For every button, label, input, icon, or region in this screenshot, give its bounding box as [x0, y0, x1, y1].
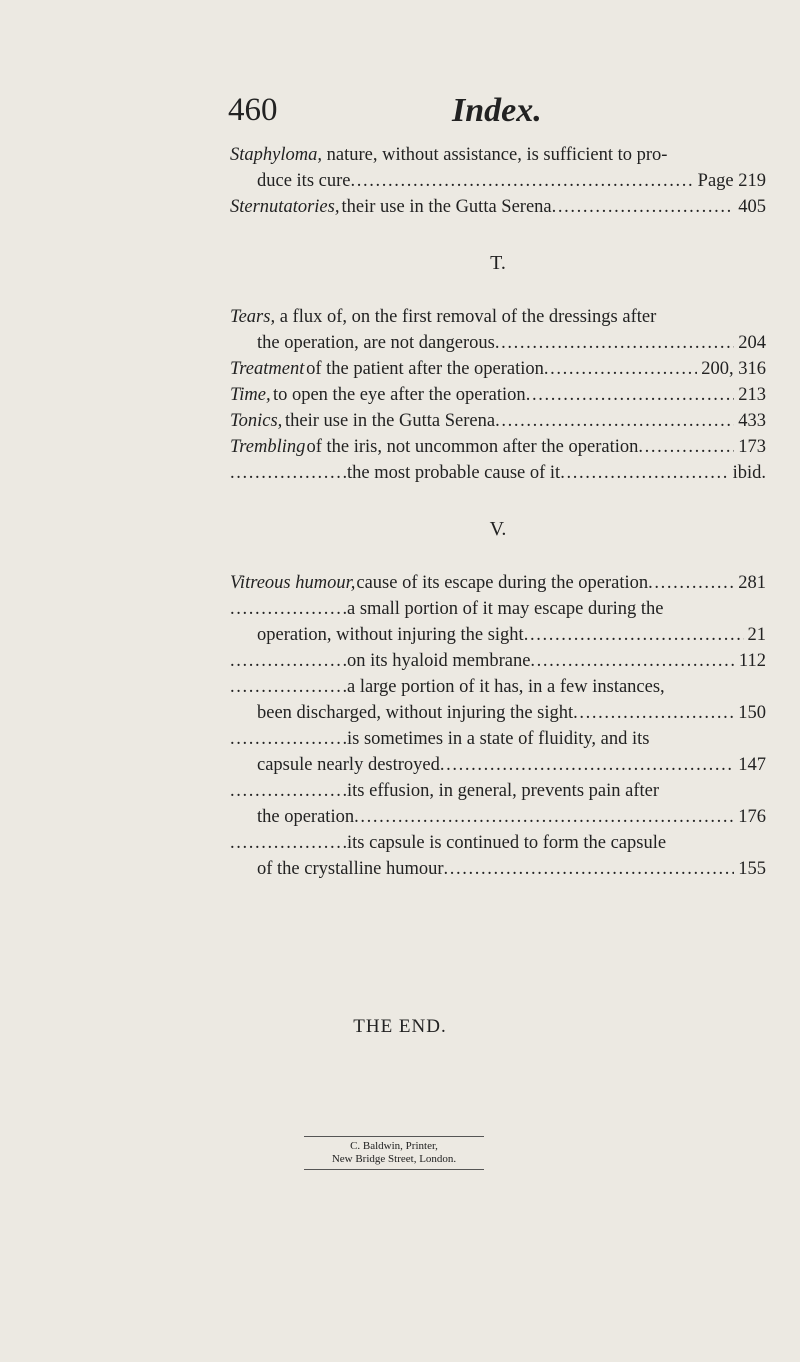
dot-leader-prefix	[230, 726, 347, 752]
entry-description: nature, without assistance, is sufficient to pro-	[326, 145, 668, 165]
dot-leader	[495, 330, 734, 356]
index-entry-continuation	[230, 856, 766, 882]
dot-leader	[440, 752, 734, 778]
dot-leader-prefix	[230, 778, 347, 804]
index-entry-continuation	[230, 700, 766, 726]
page-value: 219	[738, 171, 766, 191]
dot-leader	[530, 648, 735, 674]
index-entry	[230, 356, 766, 382]
dot-leader	[495, 408, 734, 434]
entry-description: its effusion, in general, prevents pain after	[347, 781, 659, 801]
entry-description: its capsule is continued to form the capsule	[347, 833, 667, 853]
dot-leader	[544, 356, 697, 382]
index-entry	[230, 434, 766, 460]
entry-description: their use in the Gutta Serena	[284, 411, 496, 431]
entry-page: 176	[738, 807, 766, 827]
page-header	[0, 92, 800, 136]
printer-imprint	[304, 1136, 484, 1170]
entry-term: Time,	[230, 385, 271, 405]
index-entry	[230, 408, 766, 434]
dot-leader-prefix	[230, 674, 347, 700]
dot-leader	[638, 434, 734, 460]
printer-name: C. Baldwin, Printer,	[350, 1140, 438, 1152]
index-entry	[230, 648, 766, 674]
dot-leader-prefix	[230, 596, 347, 622]
entry-description: their use in the Gutta Serena	[341, 197, 552, 217]
entry-description: is sometimes in a state of fluidity, and its	[347, 729, 650, 749]
entry-page: 155	[738, 859, 766, 879]
entry-text-line	[230, 142, 667, 168]
entry-description: been discharged, without injuring the sight	[257, 703, 574, 723]
index-entry	[230, 596, 766, 622]
entry-term: Treatment	[230, 359, 305, 379]
the-end: THE END.	[353, 1016, 447, 1037]
index-entry	[230, 674, 766, 700]
entry-text-line	[230, 304, 656, 330]
entry-page: 200, 316	[701, 359, 766, 379]
entry-page: 204	[738, 333, 766, 353]
dot-leader	[573, 700, 734, 726]
entry-description: capsule nearly destroyed	[257, 755, 440, 775]
index-entry	[230, 142, 766, 168]
index-entry	[230, 460, 766, 486]
entry-description: the operation, are not dangerous	[257, 333, 495, 353]
entry-description: on its hyaloid membrane	[347, 651, 531, 671]
entry-term: Tears,	[230, 307, 276, 327]
index-entry-continuation	[230, 622, 766, 648]
entry-term: Sternutatories,	[230, 197, 340, 217]
entry-page: 213	[738, 385, 766, 405]
dot-leader-prefix	[230, 460, 347, 486]
entry-description: to open the eye after the operation	[272, 385, 526, 405]
index-entry-continuation	[230, 752, 766, 778]
entry-description: of the iris, not uncommon after the operation	[306, 437, 639, 457]
entry-description: a flux of, on the first removal of the dressings after	[279, 307, 657, 327]
entry-description: cause of its escape during the operation	[356, 573, 649, 593]
entry-term: Trembling	[230, 437, 306, 457]
index-entry	[230, 304, 766, 330]
dot-leader	[552, 194, 735, 220]
entry-page: 433	[738, 411, 766, 431]
entry-term: Tonics,	[230, 411, 283, 431]
index-entry	[230, 830, 766, 856]
entry-page: 147	[738, 755, 766, 775]
entry-page: 112	[738, 651, 766, 671]
index-entry	[230, 726, 766, 752]
entry-page: 281	[738, 573, 766, 593]
page-title: Index.	[452, 92, 542, 129]
dot-leader	[444, 856, 735, 882]
dot-leader-prefix	[230, 648, 347, 674]
dot-leader	[526, 382, 735, 408]
dot-leader	[351, 168, 694, 194]
page-number: 460	[228, 92, 278, 128]
dot-leader	[524, 622, 744, 648]
index-entry	[230, 194, 766, 220]
entry-term: Vitreous humour,	[230, 573, 356, 593]
entry-description: duce its cure	[257, 171, 351, 191]
dot-leader	[560, 460, 728, 486]
entry-page	[694, 168, 766, 194]
dot-leader-prefix	[230, 830, 347, 856]
entry-description: the operation	[257, 807, 355, 827]
section-letter-t: T.	[490, 252, 506, 274]
entry-description: a large portion of it has, in a few instances,	[347, 677, 665, 697]
entry-description: operation, without injuring the sight	[257, 625, 524, 645]
section-letter-v: V.	[489, 518, 507, 540]
entry-description: a small portion of it may escape during the	[347, 599, 664, 619]
index-entry-continuation	[230, 330, 766, 356]
entry-page: ibid.	[732, 463, 766, 483]
entry-description: the most probable cause of it	[347, 463, 561, 483]
index-entry	[230, 570, 766, 596]
dot-leader	[354, 804, 734, 830]
index-entry	[230, 778, 766, 804]
entry-description: of the patient after the operation	[306, 359, 544, 379]
entry-page: 173	[738, 437, 766, 457]
index-entry-continuation	[230, 804, 766, 830]
dot-leader	[648, 570, 734, 596]
entry-term: Staphyloma,	[230, 145, 322, 165]
index-entry-continuation	[230, 168, 766, 194]
index-entries	[230, 142, 766, 882]
index-entry	[230, 382, 766, 408]
entry-page: 405	[738, 197, 766, 217]
entry-page: 21	[747, 625, 766, 645]
entry-description: of the crystalline humour	[257, 859, 444, 879]
entry-page: 150	[738, 703, 766, 723]
page-label: Page	[697, 171, 734, 191]
printer-address: New Bridge Street, London.	[331, 1153, 457, 1165]
